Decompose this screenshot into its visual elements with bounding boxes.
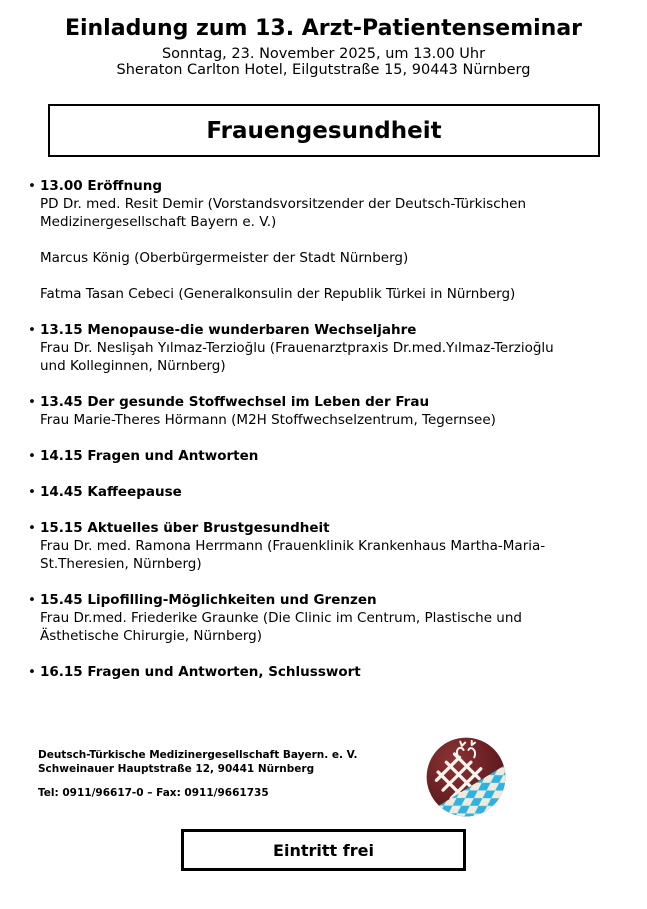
organizer-block xyxy=(38,748,357,776)
agenda-item-heading: 13.00 Eröffnung xyxy=(40,178,162,194)
organization-logo-icon xyxy=(420,736,512,818)
agenda-item-speaker: Frau Marie-Theres Hörmann (M2H Stoffwechselzentrum, Tegernsee) xyxy=(40,412,496,428)
admission-label: Eintritt frei xyxy=(273,840,374,860)
organizer-address: Schweinauer Hauptstraße 12, 90441 Nürnberg xyxy=(38,763,315,775)
bullet-icon: • xyxy=(28,520,36,536)
agenda-item-heading: 14.15 Fragen und Antworten xyxy=(40,448,259,464)
agenda-item-heading: 15.15 Aktuelles über Brustgesundheit xyxy=(40,520,330,536)
agenda-item-heading: 14.45 Kaffeepause xyxy=(40,484,182,500)
event-date-line: Sonntag, 23. November 2025, um 13.00 Uhr xyxy=(161,46,486,62)
agenda-item-heading: 16.15 Fragen und Antworten, Schlusswort xyxy=(40,664,361,680)
agenda-item-speaker: Marcus König (Oberbürgermeister der Stadt Nürnberg) xyxy=(40,250,409,266)
agenda-item-speaker: PD Dr. med. Resit Demir (Vorstandsvorsitzender der Deutsch-Türkischen Medizinergesellschaft Bayern e. V.) xyxy=(40,196,527,230)
agenda-item xyxy=(29,663,577,681)
agenda-list xyxy=(29,177,577,699)
agenda-item-speaker: Frau Dr. med. Ramona Herrmann (Frauenklinik Krankenhaus Martha-Maria-St.Theresien, Nürnberg) xyxy=(40,538,546,572)
topic-box xyxy=(48,104,600,157)
agenda-item-speaker: Frau Dr.med. Friederike Graunke (Die Clinic im Centrum, Plastische und Ästhetische Chirurgie, Nürnberg) xyxy=(40,610,522,644)
bullet-icon: • xyxy=(28,178,36,194)
agenda-item xyxy=(29,447,577,465)
agenda-item-speaker: Frau Dr. Neslişah Yılmaz-Terzioğlu (Frauenarztpraxis Dr.med.Yılmaz-Terzioğlu und Kolleginnen, Nürnberg) xyxy=(40,340,554,374)
agenda-item xyxy=(29,177,577,303)
bullet-icon: • xyxy=(28,484,36,500)
bullet-icon: • xyxy=(28,592,36,608)
contact-line: Tel: 0911/96617-0 – Fax: 0911/9661735 xyxy=(38,787,269,799)
bullet-icon: • xyxy=(28,664,36,680)
event-venue-line: Sheraton Carlton Hotel, Eilgutstraße 15, 90443 Nürnberg xyxy=(116,62,531,78)
agenda-item-heading: 15.45 Lipofilling-Möglichkeiten und Grenzen xyxy=(40,592,377,608)
bullet-icon: • xyxy=(28,448,36,464)
agenda-item-speaker: Fatma Tasan Cebeci (Generalkonsulin der Republik Türkei in Nürnberg) xyxy=(40,286,516,302)
bullet-icon: • xyxy=(28,322,36,338)
topic-title: Frauengesundheit xyxy=(206,117,442,144)
agenda-item xyxy=(29,591,577,645)
page-title: Einladung zum 13. Arzt-Patientenseminar xyxy=(64,16,583,41)
agenda-item-heading: 13.15 Menopause-die wunderbaren Wechseljahre xyxy=(40,322,417,338)
agenda-item xyxy=(29,519,577,573)
agenda-item xyxy=(29,483,577,501)
bullet-icon: • xyxy=(28,394,36,410)
organizer-name: Deutsch-Türkische Medizinergesellschaft Bayern. e. V. xyxy=(38,749,358,761)
agenda-item-heading: 13.45 Der gesunde Stoffwechsel im Leben der Frau xyxy=(40,394,430,410)
admission-box xyxy=(181,829,466,871)
agenda-item xyxy=(29,393,577,429)
agenda-item xyxy=(29,321,577,375)
